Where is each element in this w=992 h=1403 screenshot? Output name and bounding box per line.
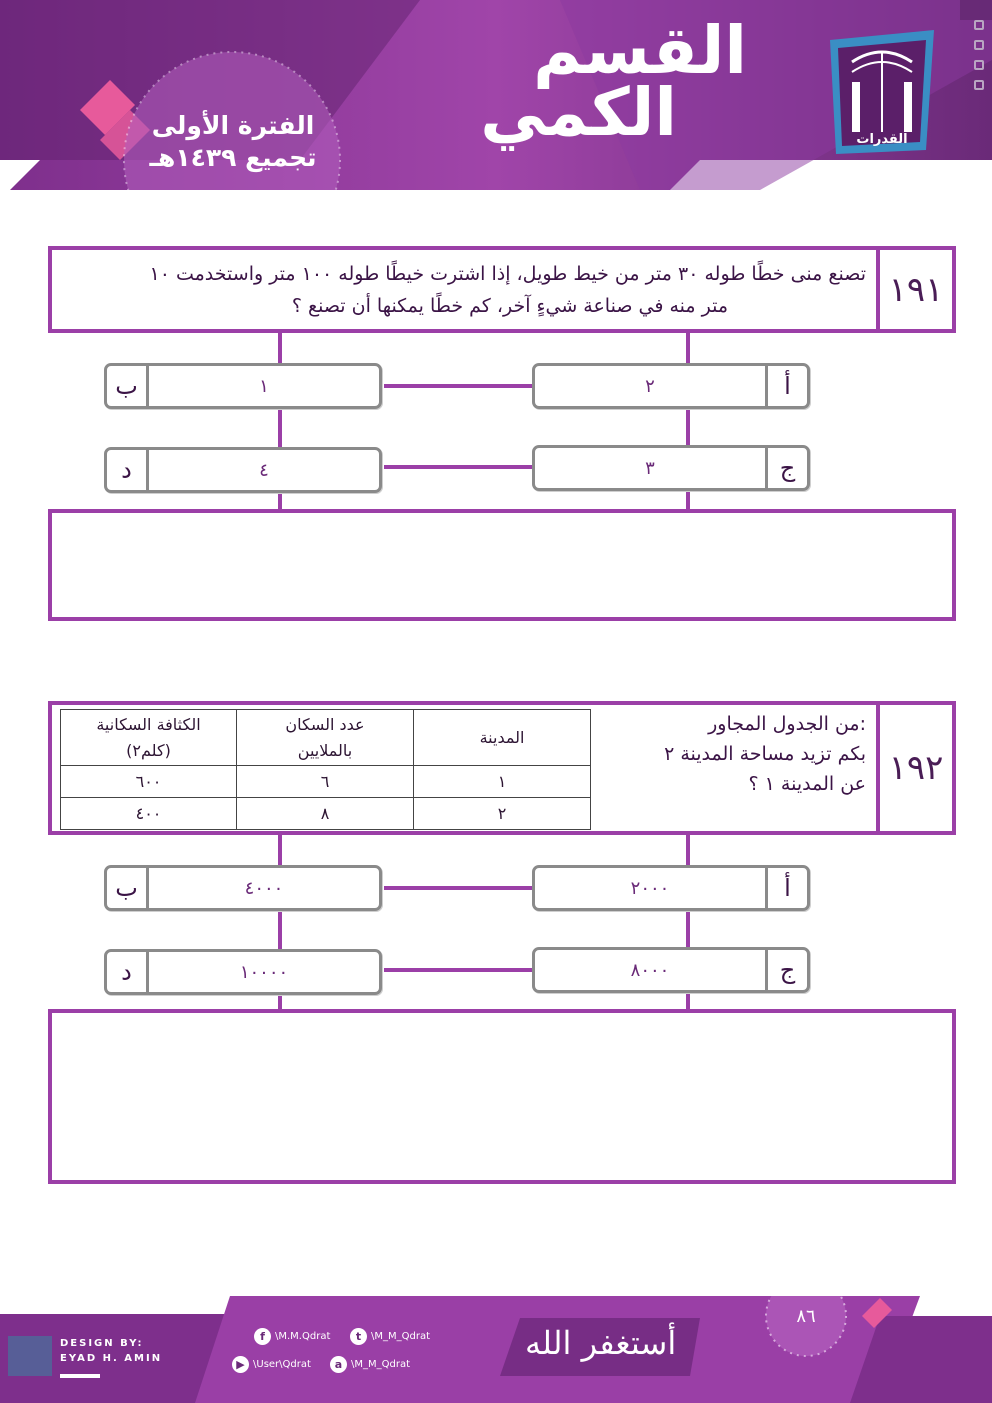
option-d[interactable] xyxy=(104,447,382,493)
answer-area[interactable] xyxy=(48,509,956,621)
option-letter: ج xyxy=(765,950,807,990)
option-a[interactable] xyxy=(532,363,810,409)
twitter-handle: \M_M_Qdrat xyxy=(371,1331,431,1342)
option-letter: أ xyxy=(765,868,807,908)
question-number: ١٩٢ xyxy=(876,705,952,831)
page-footer xyxy=(0,1296,992,1403)
connector-line xyxy=(384,384,534,388)
page-number: ٨٦ xyxy=(796,1306,816,1327)
question-192 xyxy=(48,701,956,1185)
twitter-icon: t xyxy=(350,1328,367,1345)
question-text-line-3: عن المدينة ١ ؟ xyxy=(748,773,866,795)
designer-credit xyxy=(60,1336,162,1366)
table-cell: ٨ xyxy=(237,798,414,830)
design-line-1: DESIGN BY: xyxy=(60,1338,144,1349)
table-row xyxy=(61,798,591,830)
question-text-line-1: تصنع منى خطًا طوله ٣٠ متر من خيط طويل، إذا اشترت خيطًا طوله ١٠٠ متر واستخدمت ١٠ xyxy=(149,263,866,285)
option-letter: ب xyxy=(107,366,149,406)
option-value: ٣ xyxy=(645,457,655,479)
option-a[interactable] xyxy=(532,865,810,911)
youtube-handle: \User\Qdrat xyxy=(253,1359,311,1370)
option-letter: أ xyxy=(765,366,807,406)
connector-line xyxy=(384,968,534,972)
option-value: ٤٠٠٠ xyxy=(244,877,284,899)
table-cell: ٢ xyxy=(414,798,591,830)
question-text xyxy=(150,258,866,322)
ask-link[interactable] xyxy=(330,1356,410,1373)
design-line-2: EYAD H. AMIN xyxy=(60,1353,163,1364)
option-b[interactable] xyxy=(104,363,382,409)
connector-line xyxy=(384,886,534,890)
youtube-link[interactable] xyxy=(232,1356,311,1373)
table-cell: ١ xyxy=(414,766,591,798)
twitter-link[interactable] xyxy=(350,1328,430,1345)
side-decoration xyxy=(974,20,986,100)
ask-handle: \M_M_Qdrat xyxy=(351,1359,411,1370)
table-cell: ٦٠٠ xyxy=(61,766,237,798)
table-cell: ٤٠٠ xyxy=(61,798,237,830)
question-number: ١٩١ xyxy=(876,250,952,329)
question-box xyxy=(48,701,956,835)
facebook-handle: \M.M.Qdrat xyxy=(275,1331,331,1342)
option-c[interactable] xyxy=(532,947,810,993)
connector-line xyxy=(384,465,534,469)
logo xyxy=(822,22,942,157)
page-header xyxy=(0,0,992,190)
table-header: عدد السكان بالملايين xyxy=(237,710,414,766)
youtube-icon: ▶ xyxy=(232,1356,249,1373)
option-value: ٤ xyxy=(259,459,269,481)
table-row xyxy=(61,766,591,798)
title-line-1: القسم xyxy=(533,12,747,89)
question-text xyxy=(664,709,866,799)
city-table xyxy=(60,709,591,830)
logo-text: القدرات xyxy=(856,132,908,147)
option-d[interactable] xyxy=(104,949,382,995)
option-value: ٢ xyxy=(645,375,655,397)
facebook-link[interactable] xyxy=(254,1328,330,1345)
question-box xyxy=(48,246,956,333)
question-text-line-2: بكم تزيد مساحة المدينة ٢ xyxy=(664,743,866,765)
period-label xyxy=(128,110,338,174)
option-value: ١ xyxy=(259,375,269,397)
facebook-icon: f xyxy=(254,1328,271,1345)
option-b[interactable] xyxy=(104,865,382,911)
option-value: ١٠٠٠٠ xyxy=(239,961,289,983)
section-title xyxy=(407,12,747,151)
title-line-2: الكمي xyxy=(480,74,677,151)
period-line-1: الفترة الأولى xyxy=(151,111,315,140)
period-line-2: تجميع ١٤٣٩هـ xyxy=(149,143,317,172)
ask-icon: a xyxy=(330,1356,347,1373)
table-cell: ٦ xyxy=(237,766,414,798)
question-191 xyxy=(48,246,956,622)
option-value: ٢٠٠٠ xyxy=(630,877,670,899)
option-value: ٨٠٠٠ xyxy=(630,959,670,981)
table-header-row xyxy=(61,710,591,766)
option-letter: ب xyxy=(107,868,149,908)
question-text-line-2: متر منه في صناعة شيءٍ آخر، كم خطًا يمكنها أن تصنع ؟ xyxy=(291,295,728,317)
option-c[interactable] xyxy=(532,445,810,491)
calligraphy: أستغفر الله xyxy=(525,1324,677,1362)
option-letter: د xyxy=(107,952,149,992)
question-text-line-1: من الجدول المجاور: xyxy=(708,713,866,735)
answer-area[interactable] xyxy=(48,1009,956,1184)
option-letter: ج xyxy=(765,448,807,488)
option-letter: د xyxy=(107,450,149,490)
table-header: المدينة xyxy=(414,710,591,766)
table-header: الكثافة السكانية (كلم٢) xyxy=(61,710,237,766)
